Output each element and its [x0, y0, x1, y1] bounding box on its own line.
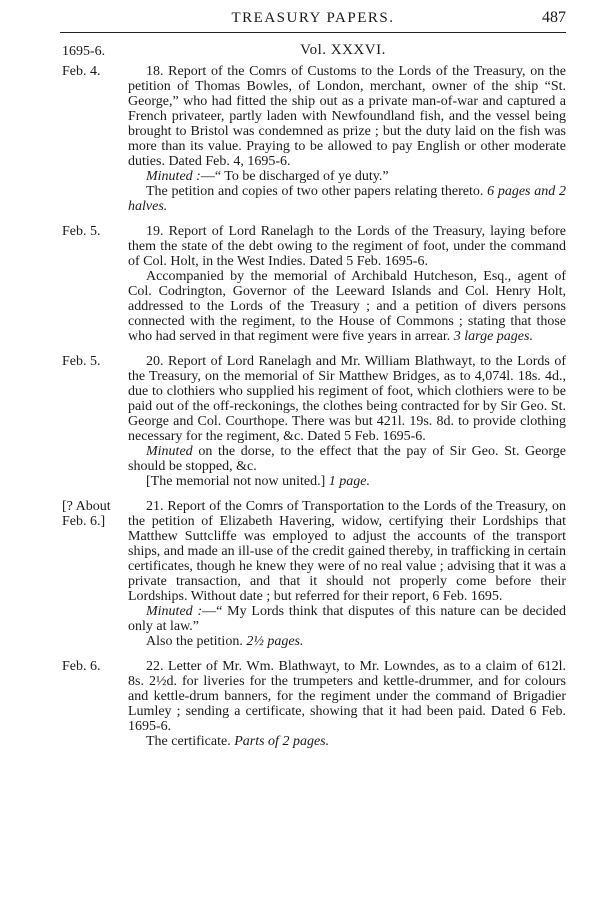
entry-note — [128, 184, 566, 214]
entry-body — [128, 499, 566, 649]
entry-19 — [0, 224, 606, 344]
entry-date: Feb. 5. — [62, 224, 101, 239]
page-count: Parts of 2 pages. — [234, 734, 330, 749]
page-count: 3 large pages. — [453, 329, 533, 344]
entry-date: [? About Feb. 6.] — [62, 499, 111, 529]
entry-minute — [128, 604, 566, 634]
entry-body — [128, 224, 566, 344]
year-label: 1695-6. — [62, 44, 106, 59]
entry-21 — [0, 499, 606, 649]
entry-body — [128, 354, 566, 489]
entry-note — [128, 474, 566, 489]
entry-text: 22. Letter of Mr. Wm. Blathwayt, to Mr. Lowndes, as to a claim of 612l. 8s. 2½d. for liveries for the trumpeters and kettle-drummer, and for colours and kettle-drum banners, for the regiment under the command of Brigadier Lumley ; sending a certificate, showing that it had been paid. Dated 6 Feb. 1695-6. — [128, 659, 566, 734]
page-count: 1 page. — [328, 474, 370, 489]
minute-label: Minuted : — [146, 604, 203, 619]
entry-minute — [128, 169, 566, 184]
note-text: The certificate. — [146, 734, 231, 749]
running-title: TREASURY PAPERS. — [231, 10, 395, 26]
entry-text: 18. Report of the Comrs of Customs to the Lords of the Treasury, on the petition of Thomas Bowles, of London, merchant, owner of the ship “St. George,” who had fitted the ship out as a private man-of-war and captured a French privateer, partly laden with Newfoundland fish, and the vessel being brought to Bristol was condemned as prize ; but the duty laid on the fish was more than its value. Praying to be allowed to pay English or other moderate duties. Dated Feb. 4, 1695-6. — [128, 64, 566, 169]
minute-text: —“ My Lords think that disputes of this nature can be decided only at law.” — [128, 604, 566, 634]
entry-body — [128, 64, 566, 214]
page-count: 6 pages and 2 halves. — [128, 184, 566, 214]
minute-text: on the dorse, to the effect that the pay of Sir Geo. St. George should be stopped, &c. — [128, 444, 566, 474]
page-number: 487 — [542, 9, 566, 26]
entry-date: Feb. 5. — [62, 354, 101, 369]
entry-18 — [0, 64, 606, 214]
entry-text: 20. Report of Lord Ranelagh and Mr. William Blathwayt, to the Lords of the Treasury, on the memorial of Sir Matthew Bridges, as to 4,074l. 18s. 4d., due to clothiers who supplied his regiment of foot, which clothiers were to be paid out of the off-reckonings, the clothes being contracted for by Sir Geo. St. George and Col. Courthope. There was but 421l. 19s. 8d. to provide clothing necessary for the regiment, &c. Dated 5 Feb. 1695-6. — [128, 354, 566, 444]
note-text: Accompanied by the memorial of Archibald Hutcheson, Esq., agent of Col. Codrington, Governor of the Leeward Islands and Col. Henry Holt, addressed to the Lords of the Treasury ; and a petition of divers persons connected with the regiment, to the House of Commons ; stating that those who had served in that regiment were five years in arrear. — [128, 269, 566, 344]
entry-date: Feb. 4. — [62, 64, 101, 79]
entry-date: Feb. 6. — [62, 659, 101, 674]
entries-list — [0, 64, 606, 759]
volume-label: Vol. XXXVI. — [300, 42, 386, 58]
entry-note — [128, 734, 566, 749]
entry-body — [128, 659, 566, 749]
minute-text: —“ To be discharged of ye duty.” — [200, 169, 389, 184]
page-count: 2½ pages. — [246, 634, 304, 649]
entry-note — [128, 269, 566, 344]
running-header — [60, 8, 566, 33]
entry-20 — [0, 354, 606, 489]
note-text: The petition and copies of two other papers relating thereto. — [146, 184, 484, 199]
note-text: Also the petition. — [146, 634, 243, 649]
entry-text: 19. Report of Lord Ranelagh to the Lords of the Treasury, laying before them the state of the debt owing to the regiment of foot, under the command of Col. Holt, in the West Indies. Dated 5 Feb. 1695-6. — [128, 224, 566, 269]
minute-label: Minuted — [146, 444, 193, 459]
entry-text: 21. Report of the Comrs of Transportation to the Lords of the Treasury, on the petition of Elizabeth Havering, widow, certifying their Lordships that Matthew Suttcliffe was employed to adjust the accounts of the transport ships, and made an ill-use of the credit gained thereby, in trafficking in certain certificates, though he knew they were of no real value ; advising that it was a private transaction, and that it should not properly come before their Lordships. Without date ; but referred for their report, 6 Feb. 1695. — [128, 499, 566, 604]
note-text: [The memorial not now united.] — [146, 474, 326, 489]
minute-label: Minuted : — [146, 169, 201, 184]
entry-note — [128, 634, 566, 649]
entry-minute — [128, 444, 566, 474]
entry-22 — [0, 659, 606, 749]
